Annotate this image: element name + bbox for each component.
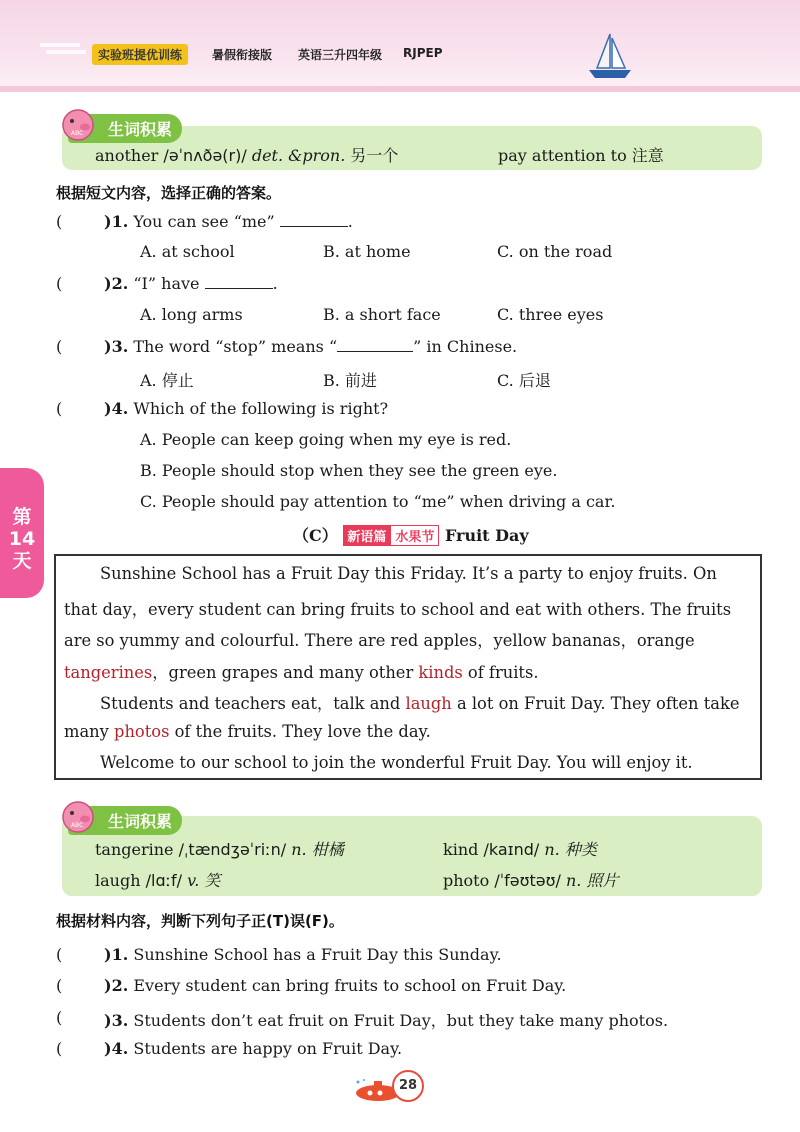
vocab-laugh <box>95 868 220 891</box>
tf-question-1 <box>104 945 502 964</box>
question-number: )4. <box>104 1039 129 1058</box>
answer-blank[interactable] <box>337 337 413 352</box>
vocab-pay-attention: pay attention to 注意 <box>498 146 664 165</box>
svg-text:ABC: ABC <box>71 130 84 137</box>
header-stripe <box>0 86 800 92</box>
passage-text: ，green grapes and many other <box>152 663 419 682</box>
answer-paren: ( <box>56 1008 63 1027</box>
option-3a: A. 停止 <box>140 371 194 390</box>
keyword-tangerines: tangerines <box>64 663 153 682</box>
answer-paren: ( <box>56 945 63 964</box>
section-c-title <box>293 523 529 546</box>
vocab-another <box>95 143 398 166</box>
series-badge: 实验班提优训练 <box>92 44 188 65</box>
option-2c: C. three eyes <box>497 305 604 324</box>
option-1a: A. at school <box>140 242 235 261</box>
instruction-choose: 根据短文内容，选择正确的答案。 <box>56 184 282 202</box>
page-header <box>0 0 800 92</box>
question-end: . <box>272 274 278 293</box>
vocab-kind <box>443 837 597 860</box>
vocab-word: kind <box>443 840 479 859</box>
question-number: )2. <box>104 274 129 293</box>
vocab-photo <box>443 868 618 891</box>
answer-paren: ( <box>56 399 63 418</box>
day-tab-number: 14 <box>8 528 36 550</box>
tf-question-3 <box>104 1008 668 1031</box>
answer-paren: ( <box>56 337 63 356</box>
answer-blank[interactable] <box>205 274 273 289</box>
question-end: . <box>347 212 353 231</box>
question-text: Sunshine School has a Fruit Day this Sunday. <box>133 945 502 964</box>
vocab-tag-1: 生词积累 <box>68 114 182 143</box>
passage-text: of fruits. <box>462 663 539 682</box>
passage-line-6 <box>64 722 758 741</box>
vocab-ipa: /ˈfəʊtəʊ/ <box>494 871 561 890</box>
question-number: )3. <box>104 337 129 356</box>
section-label: （C） <box>293 526 338 545</box>
passage-line-5 <box>64 690 758 714</box>
answer-blank[interactable] <box>280 212 348 227</box>
day-side-tab <box>0 468 44 598</box>
instruction-true-false: 根据材料内容，判断下列句子正(T)误(F)。 <box>56 912 344 930</box>
fruit-festival-tag: 水果节 <box>390 525 439 546</box>
vocab-ipa: /lɑːf/ <box>145 871 183 890</box>
passage-line-3: are so yummy and colourful. There are red apples，yellow bananas，orange <box>64 631 695 650</box>
new-text-tag: 新语篇 <box>343 525 390 546</box>
question-text: Students don’t eat fruit on Fruit Day，but they take many photos. <box>133 1011 669 1030</box>
reading-passage <box>54 554 762 780</box>
question-text: The word “stop” means “ <box>133 337 338 356</box>
passage-title: Fruit Day <box>444 526 529 545</box>
code-label: RJPEP <box>403 46 443 60</box>
keyword-photos: photos <box>114 722 170 741</box>
option-3c: C. 后退 <box>497 371 551 390</box>
passage-text: many <box>64 722 115 741</box>
option-1c: C. on the road <box>497 242 613 261</box>
question-end: ” in Chinese. <box>413 337 518 356</box>
answer-paren: ( <box>56 1039 63 1058</box>
tf-question-2 <box>104 976 566 995</box>
answer-paren: ( <box>56 212 63 231</box>
vocab-word: another <box>95 146 159 165</box>
question-text: You can see “me” <box>133 212 275 231</box>
question-1 <box>104 212 353 231</box>
question-number: )2. <box>104 976 129 995</box>
question-3 <box>104 337 517 356</box>
edition-label: 暑假衔接版 <box>212 48 273 62</box>
option-3b: B. 前进 <box>323 371 377 390</box>
passage-line-1: Sunshine School has a Fruit Day this Friday. It’s a party to enjoy fruits. On <box>100 564 717 583</box>
vocab-tag-2: 生词积累 <box>68 806 182 835</box>
piggy-bank-icon <box>58 796 98 836</box>
question-number: )1. <box>104 945 129 964</box>
passage-text: a lot on Fruit Day. They often take <box>451 694 740 713</box>
passage-line-4 <box>64 659 758 683</box>
keyword-laugh: laugh <box>405 694 452 713</box>
question-text: Every student can bring fruits to school on Fruit Day. <box>133 976 567 995</box>
header-decoration-icon <box>40 40 86 58</box>
page-number: 28 <box>392 1070 424 1102</box>
vocab-ipa: /ˌtændʒəˈriːn/ <box>178 840 287 859</box>
passage-text: Students and teachers eat，talk and <box>100 694 406 713</box>
question-number: )4. <box>104 399 129 418</box>
vocab-meaning: n. 种类 <box>544 840 597 859</box>
passage-line-2: that day，every student can bring fruits to school and eat with others. The fruits <box>64 600 732 619</box>
vocab-meaning: n. 照片 <box>565 871 619 890</box>
vocab-pos: det. &pron. <box>251 146 346 165</box>
question-text: “I” have <box>133 274 200 293</box>
answer-paren: ( <box>56 274 63 293</box>
tf-question-4 <box>104 1039 402 1058</box>
keyword-kinds: kinds <box>418 663 463 682</box>
passage-line-7: Welcome to our school to join the wonderful Fruit Day. You will enjoy it. <box>100 753 693 772</box>
vocab-meaning: n. 柑橘 <box>291 840 344 859</box>
day-tab-line3: 天 <box>12 550 32 572</box>
subject-label: 英语三升四年级 <box>298 48 383 62</box>
vocab-word: laugh <box>95 871 141 890</box>
vocab-ipa: /əˈnʌðə(r)/ <box>163 146 247 165</box>
option-4c: C. People should pay attention to “me” when driving a car. <box>140 492 616 511</box>
day-tab-line1: 第 <box>12 506 32 528</box>
option-1b: B. at home <box>323 242 411 261</box>
question-number: )1. <box>104 212 129 231</box>
question-number: )3. <box>104 1011 129 1030</box>
question-text: Which of the following is right? <box>133 399 389 418</box>
svg-text:ABC: ABC <box>71 822 84 829</box>
question-4 <box>104 399 388 418</box>
option-4b: B. People should stop when they see the green eye. <box>140 461 558 480</box>
question-text: Students are happy on Fruit Day. <box>133 1039 403 1058</box>
option-2a: A. long arms <box>140 305 243 324</box>
sailboat-icon <box>585 32 635 82</box>
option-2b: B. a short face <box>323 305 441 324</box>
vocab-word: photo <box>443 871 490 890</box>
vocab-meaning: 另一个 <box>350 146 399 165</box>
vocab-ipa: /kaɪnd/ <box>483 840 540 859</box>
vocab-meaning: v. 笑 <box>187 871 221 890</box>
piggy-bank-icon <box>58 104 98 144</box>
option-4a: A. People can keep going when my eye is red. <box>140 430 512 449</box>
question-2 <box>104 274 278 293</box>
passage-text: of the fruits. They love the day. <box>169 722 431 741</box>
vocab-tangerine <box>95 837 344 860</box>
answer-paren: ( <box>56 976 63 995</box>
vocab-word: tangerine <box>95 840 174 859</box>
